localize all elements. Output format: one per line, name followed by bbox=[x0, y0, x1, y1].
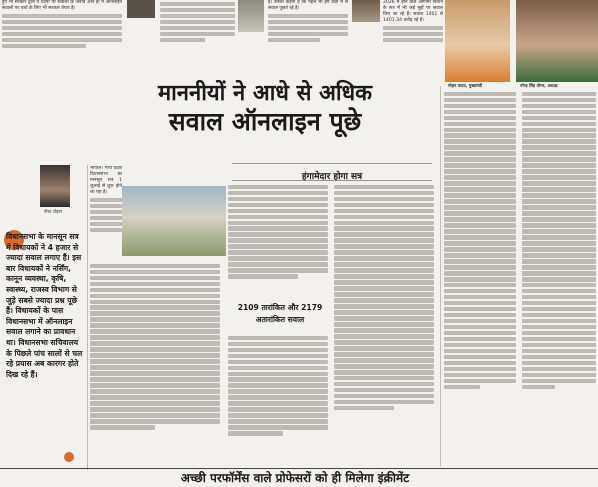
top-column-3: है। उनका कहना है कि पहले भी हम प्रश्नों में से सवाल पूछते रहे हैं। bbox=[268, 0, 348, 60]
headline-line-2: सवाल ऑनलाइन पूछे bbox=[168, 107, 362, 136]
body-column-5 bbox=[522, 90, 596, 465]
bottom-banner: अच्छी परफॉर्मेंस वाले प्रोफेसरों को ही मिलेगा इंक्रीमेंट bbox=[180, 471, 410, 485]
headline-line-1: माननीयों ने आधे से अधिक bbox=[157, 80, 373, 106]
stat-line-2: अतारांकित सवाल bbox=[255, 315, 305, 324]
body-column-2b bbox=[228, 334, 328, 466]
stat-line-1: 2109 तारांकित और 2179 bbox=[237, 303, 323, 312]
column-rule-1 bbox=[87, 165, 88, 470]
top-column-2 bbox=[160, 0, 235, 58]
body-column-3 bbox=[334, 183, 434, 463]
body-column-4 bbox=[444, 90, 516, 465]
top-column-1: हुए भी सरकार द्वारा ये घटना पर सवालों के जवाब आते ही में ऑनलाइन सवालों पर चर्चा के लिए भी सरकार तैयार है। bbox=[2, 0, 122, 60]
caption-speaker: नरेन्द्र सिंह तोमर, अध्यक्ष bbox=[520, 83, 558, 88]
body-column-2 bbox=[228, 183, 328, 298]
photo-man-2 bbox=[238, 0, 264, 32]
photo-man-4 bbox=[445, 0, 510, 82]
photo-man-1 bbox=[127, 0, 155, 18]
headline bbox=[80, 80, 450, 138]
column-rule-right bbox=[440, 86, 441, 466]
reporter-name: गौरव चौहान bbox=[44, 209, 63, 214]
teaser: विधानसभा के मानसून सत्र में विधायकों ने 4 हजार से ज्यादा सवाल लगाए हैं। इस बार विधायकों ने नर्सिंग, कानून व्यवस्था, कृषि, स्वास्थ्य, राजस्व विभाग से जुड़े सबसे ज्यादा प्रश्न पूछे हैं। विधायकों के पास विधानसभा में ऑनलाइन सवाल लगाने का प्रावधान था। विधानसभा सचिवालय के पिछले पांच सालों से चल रहे प्रयास अब कारगर होते दिख रहे हैं। bbox=[6, 232, 83, 379]
photo-man-5 bbox=[516, 0, 598, 82]
stat-box bbox=[232, 302, 328, 332]
bottom-rule bbox=[0, 468, 598, 469]
body-column-1: भोपाल। मध्य प्रदेश विधानसभा का मानसून सत्र 1 जुलाई से शुरू होने जा रहा है। bbox=[90, 166, 122, 256]
subhead: हंगामेदार होगा सत्र bbox=[232, 163, 432, 181]
reporter-photo bbox=[40, 165, 70, 207]
caption-cm: मोहन यादव, मुख्यमंत्री bbox=[448, 83, 482, 88]
assembly-building-photo bbox=[122, 186, 226, 256]
photo-man-3 bbox=[352, 0, 380, 22]
top-column-5: 2026 में होने वाले आगामी विधान के सत्र में भी कई मुद्दों पर सवाल किए जा रहे हैं। सवाल 1401 से 1401.34 करोड़ रहे हैं। bbox=[383, 0, 443, 60]
teaser-end-icon bbox=[64, 452, 74, 462]
body-column-1b bbox=[90, 262, 220, 467]
